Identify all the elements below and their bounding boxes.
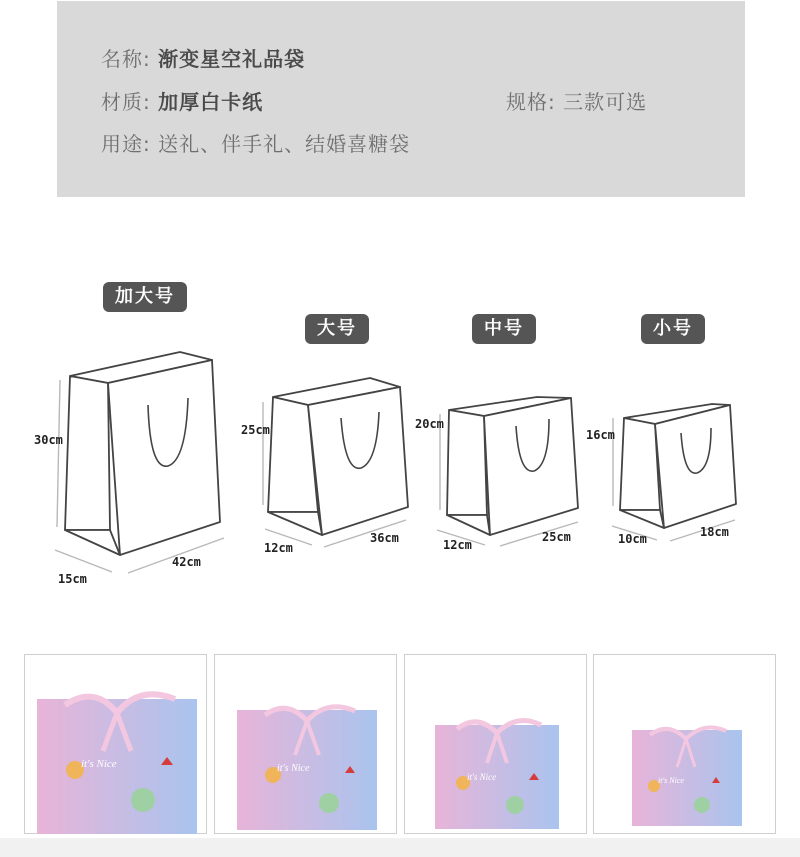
photo-text-1: it's Nice (81, 758, 117, 770)
dim-height-small: 16cm (586, 428, 615, 442)
spec-size-label: 规格: (506, 90, 556, 114)
bottom-strip (0, 838, 800, 857)
dim-width-small: 18cm (700, 525, 729, 539)
badge-small: 小号 (641, 314, 705, 344)
photo-small (593, 654, 776, 834)
bag-drawing-extra-large (65, 352, 220, 555)
spec-size-value: 三款可选 (563, 90, 648, 114)
photo-text-2: it's Nice (277, 763, 310, 774)
bag-drawing-small (620, 404, 736, 528)
dim-height-large: 25cm (241, 423, 270, 437)
spec-name-value: 渐变星空礼品袋 (158, 47, 306, 71)
dim-height-medium: 20cm (415, 417, 444, 431)
dim-depth-large: 12cm (264, 541, 293, 555)
dim-height-extra-large: 30cm (34, 433, 63, 447)
photo-extra-large (24, 654, 207, 834)
bag-drawing-medium (447, 397, 578, 535)
photo-text-4: it's Nice (658, 776, 684, 785)
photo-large (214, 654, 397, 834)
dim-width-medium: 25cm (542, 530, 571, 544)
dim-depth-small: 10cm (618, 532, 647, 546)
dim-width-extra-large: 42cm (172, 555, 201, 569)
dim-depth-extra-large: 15cm (58, 572, 87, 586)
spec-name-label: 名称: (101, 47, 151, 71)
badge-extra-large: 加大号 (103, 282, 187, 312)
bag-drawing-large (268, 378, 408, 535)
spec-material-label: 材质: (101, 90, 151, 114)
dim-depth-medium: 12cm (443, 538, 472, 552)
badge-large: 大号 (305, 314, 369, 344)
spec-usage-label: 用途: (101, 132, 151, 156)
dim-width-large: 36cm (370, 531, 399, 545)
spec-material-value: 加厚白卡纸 (158, 90, 264, 114)
photo-text-3: it's Nice (467, 772, 497, 782)
photo-medium (404, 654, 587, 834)
badge-medium: 中号 (472, 314, 536, 344)
spec-usage-value: 送礼、伴手礼、结婚喜糖袋 (158, 132, 411, 156)
